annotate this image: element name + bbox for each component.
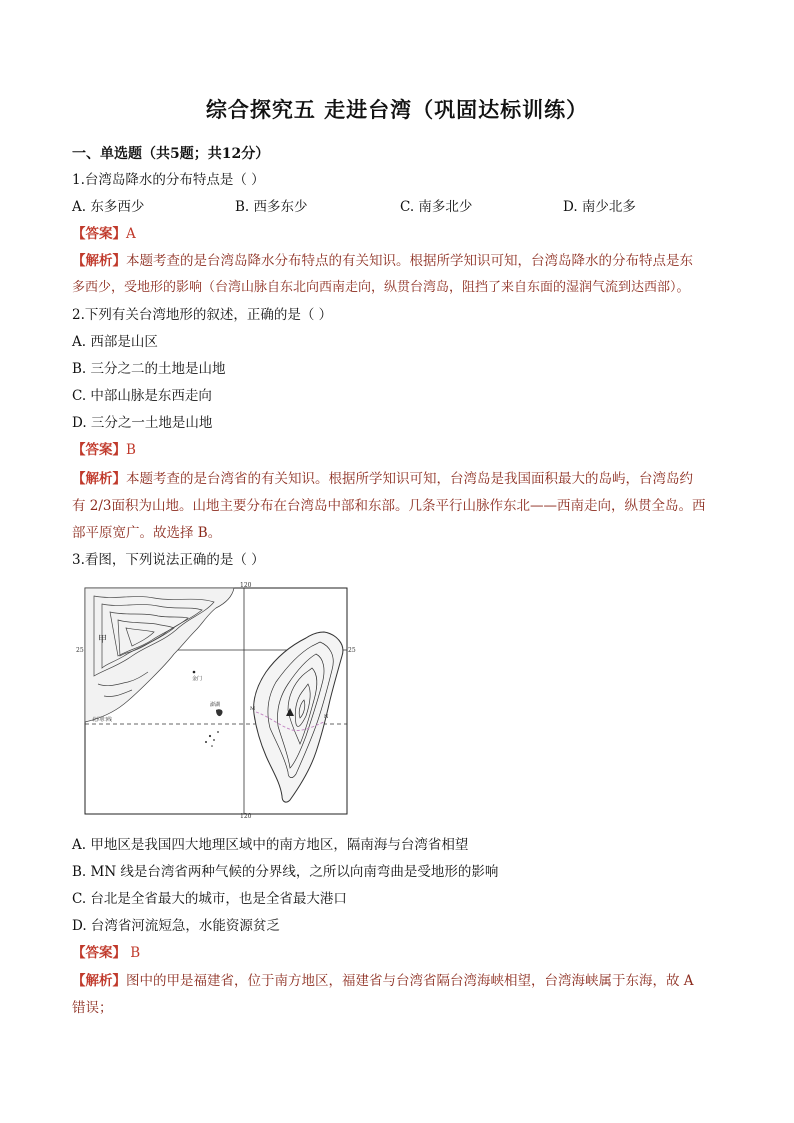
label-n: N — [324, 714, 329, 720]
q3-option-d: D. 台湾省河流短急，水能资源贫乏 — [72, 918, 280, 934]
lat-label-right: 25 — [348, 647, 356, 654]
q2-explanation-line-2: 有 2/3面积为山地。山地主要分布在台湾岛中部和东部。几条平行山脉作东北——西南走向，纵贯全岛。西 — [72, 498, 706, 514]
label-jia: 甲 — [98, 635, 108, 645]
section-heading: 一、单选题（共5题；共12分） — [72, 146, 270, 162]
answer-value: A — [126, 226, 136, 242]
penghu-islands — [205, 709, 223, 747]
q1-option-d: D. 南少北多 — [563, 199, 636, 215]
q3-explanation-line-1: 【解析】图中的甲是福建省，位于南方地区，福建省与台湾省隔台湾海峡相望，台湾海峡属于东海，故 A — [72, 973, 694, 989]
label-tropic: 北回归线 — [92, 717, 113, 723]
q3-explanation-line-2: 错误； — [72, 1000, 113, 1016]
q1-options — [72, 198, 712, 216]
q3-stem: 3.看图，下列说法正确的是（ ） — [72, 552, 265, 568]
q2-explanation-line-3: 部平原宽广。故选择 B。 — [72, 525, 222, 541]
q2-option-a: A. 西部是山区 — [72, 334, 158, 350]
q3-option-c: C. 台北是全省最大的城市，也是全省最大港口 — [72, 891, 347, 907]
label-jinmen: 金门 — [192, 676, 203, 682]
q1-explanation-line-2: 多西少，受地形的影响（台湾山脉自东北向西南走向，纵贯台湾岛，阻挡了来自东面的湿润气流到达西部）。 — [72, 280, 690, 295]
q3-option-a: A. 甲地区是我国四大地理区域中的南方地区，隔南海与台湾省相望 — [72, 837, 469, 853]
q3-answer: 【答案】 B — [72, 945, 141, 961]
jinmen-dot — [193, 671, 196, 674]
map-svg — [76, 582, 356, 820]
taiwan-map-figure — [76, 582, 356, 820]
q1-answer — [72, 225, 136, 243]
q2-stem: 2.下列有关台湾地形的叙述，正确的是（ ） — [72, 307, 333, 323]
label-penghu: 澎湖 — [210, 702, 221, 708]
lon-label-bottom: 120 — [240, 813, 252, 820]
q2-answer: 【答案】B — [72, 442, 136, 458]
label-m: M — [250, 706, 256, 712]
q2-option-b: B. 三分之二的土地是山地 — [72, 361, 226, 377]
q2-explanation-line-1: 【解析】本题考查的是台湾省的有关知识。根据所学知识可知，台湾岛是我国面积最大的岛屿，台湾岛约 — [72, 471, 693, 487]
explanation-label: 【解析】 — [72, 253, 126, 269]
q1-explanation-line-1: 【解析】本题考查的是台湾岛降水分布特点的有关知识。根据所学知识可知，台湾岛降水的分布特点是东 — [72, 253, 693, 269]
answer-label: 【答案】 — [72, 226, 126, 242]
q3-option-b: B. MN 线是台湾省两种气候的分界线，之所以向南弯曲是受地形的影响 — [72, 864, 499, 880]
q1-option-b: B. 西多东少 — [235, 199, 308, 215]
lon-label-top: 120 — [240, 582, 252, 589]
q1-option-a: A. 东多西少 — [72, 199, 145, 215]
lat-label-left: 25 — [76, 647, 84, 654]
q2-option-c: C. 中部山脉是东西走向 — [72, 388, 212, 404]
q2-option-d: D. 三分之一土地是山地 — [72, 415, 213, 431]
page-title: 综合探究五 走进台湾（巩固达标训练） — [205, 97, 589, 122]
q1-option-c: C. 南多北少 — [400, 199, 473, 215]
q1-stem: 1.台湾岛降水的分布特点是（ ） — [72, 172, 265, 188]
